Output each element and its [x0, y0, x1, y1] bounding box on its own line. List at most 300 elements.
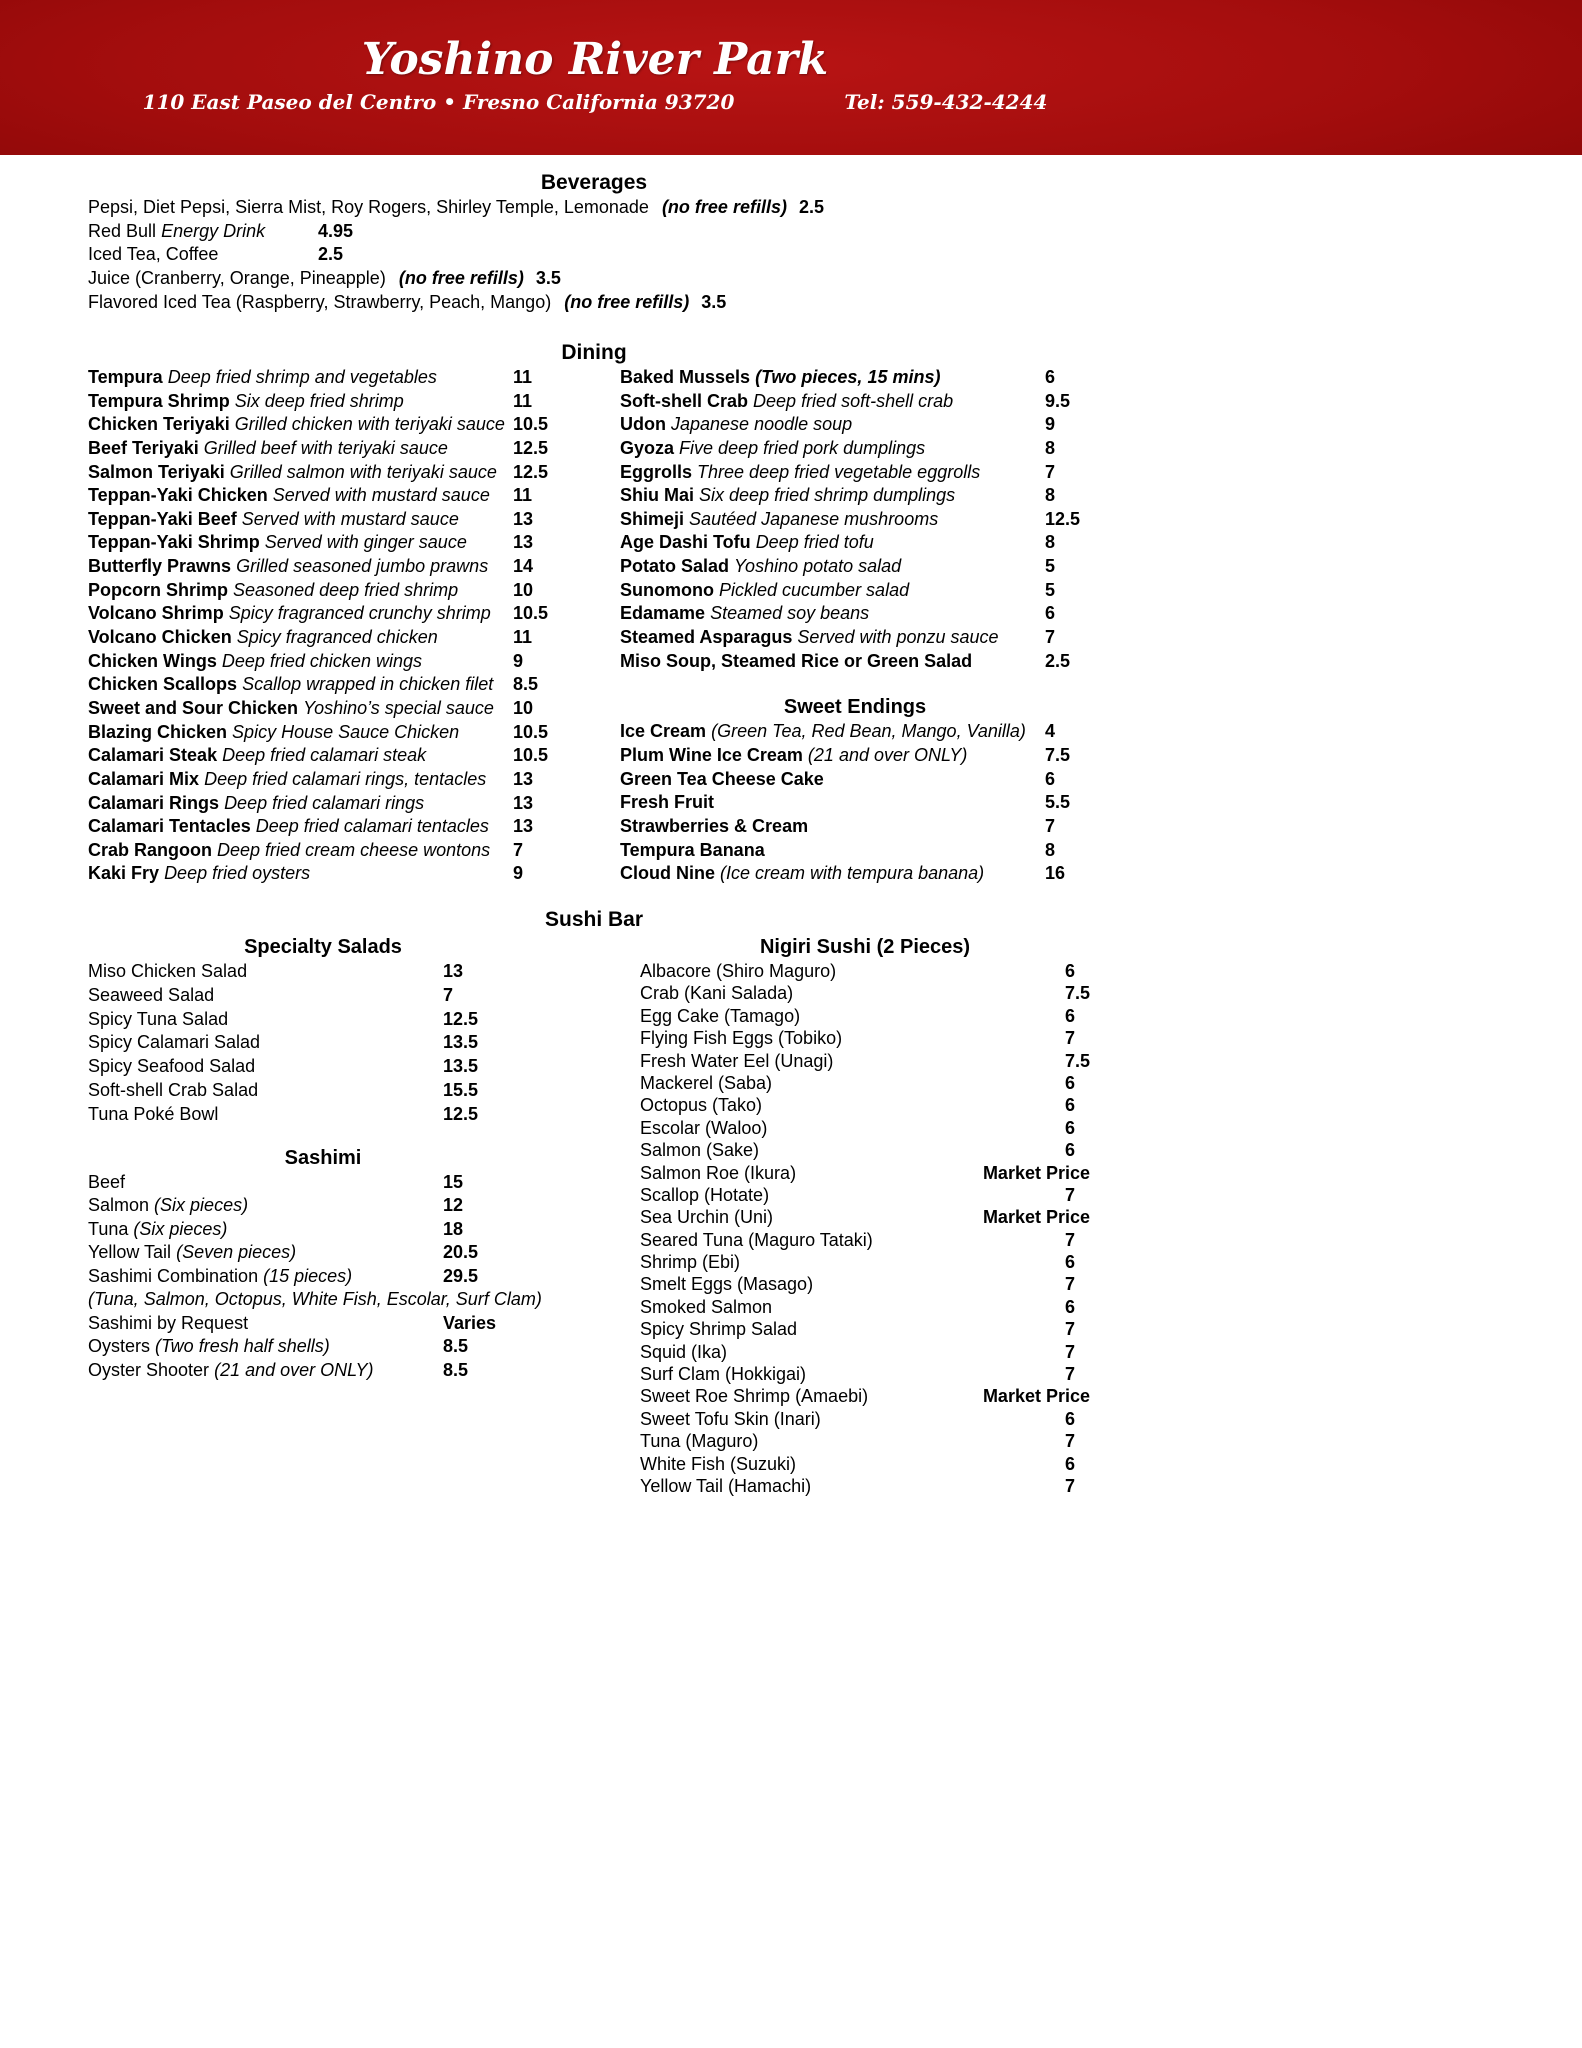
item-price: 6	[1065, 1117, 1076, 1138]
item-description: Deep fried cream cheese wontons	[217, 839, 491, 860]
menu-item-row	[88, 1335, 558, 1359]
item-price: Varies	[443, 1312, 497, 1333]
sweet-endings-heading: Sweet Endings	[783, 696, 927, 719]
menu-item-row	[640, 1162, 1090, 1184]
item-name: Steamed Asparagus	[620, 627, 793, 648]
beverage-row	[88, 196, 1100, 220]
item-name: Volcano Shrimp	[88, 603, 224, 624]
item-name: Cloud Nine	[620, 863, 715, 884]
item-description: Deep fried tofu	[755, 532, 874, 553]
item-name: Teppan-Yaki Chicken	[88, 485, 268, 506]
menu-item-row	[620, 579, 1090, 603]
item-description: Deep fried chicken wings	[221, 650, 422, 671]
item-description: Three deep fried vegetable eggrolls	[697, 461, 981, 482]
item-price: 7	[1065, 1341, 1076, 1362]
menu-item-row	[620, 508, 1090, 532]
item-price: 9	[1045, 414, 1056, 435]
item-name: Green Tea Cheese Cake	[620, 768, 824, 789]
beverage-name: Juice (Cranberry, Orange, Pineapple)	[88, 268, 386, 289]
beverage-name: Iced Tea, Coffee	[88, 244, 219, 265]
beverage-price: 3.5	[535, 268, 561, 289]
item-name: Tuna Poké Bowl	[88, 1103, 219, 1124]
menu-item-row	[640, 1363, 1090, 1385]
item-description: Deep fried calamari steak	[222, 745, 427, 766]
item-name: Salmon	[88, 1195, 150, 1216]
menu-item-row	[88, 390, 558, 414]
item-name: Butterfly Prawns	[88, 556, 232, 577]
beverage-row	[88, 220, 1100, 244]
item-price: 2.5	[1045, 650, 1071, 671]
menu-item-row	[88, 626, 558, 650]
menu-item-row	[88, 960, 558, 984]
item-name: Teppan-Yaki Beef	[88, 508, 237, 529]
item-name-italic: (21 and over ONLY)	[214, 1359, 374, 1380]
item-price: 10.5	[513, 603, 549, 624]
item-name: Plum Wine Ice Cream	[620, 744, 803, 765]
item-price: 14	[513, 556, 534, 577]
item-price: 10.5	[513, 414, 549, 435]
restaurant-phone: Tel: 559-432-4244	[844, 90, 1048, 114]
item-description: Deep fried calamari rings, tentacles	[204, 768, 487, 789]
item-name: Seared Tuna (Maguro Tataki)	[640, 1229, 873, 1250]
item-price: 7	[1065, 1431, 1076, 1452]
item-description: Deep fried calamari tentacles	[255, 816, 489, 837]
item-price: 13.5	[443, 1032, 479, 1053]
item-name: Sea Urchin (Uni)	[640, 1207, 774, 1228]
sashimi-list	[88, 1171, 558, 1383]
item-name: Spicy Shrimp Salad	[640, 1319, 798, 1340]
menu-item-row	[620, 437, 1090, 461]
item-price: 7	[1065, 1475, 1076, 1496]
item-price: 20.5	[443, 1242, 479, 1263]
item-description: Sautéed Japanese mushrooms	[689, 508, 939, 529]
item-name: Sashimi Combination	[88, 1265, 259, 1286]
menu-item-row	[88, 697, 558, 721]
item-name: Escolar (Waloo)	[640, 1117, 768, 1138]
item-name: Soft-shell Crab	[620, 390, 749, 411]
item-name: Oysters	[88, 1336, 151, 1357]
item-name: Tuna	[88, 1218, 129, 1239]
item-name: Eggrolls	[620, 461, 693, 482]
item-name: Strawberries & Cream	[620, 815, 809, 836]
menu-item-row	[88, 1031, 558, 1055]
menu-item-row	[640, 1273, 1090, 1295]
item-name: Squid (Ika)	[640, 1341, 728, 1362]
item-price: 13	[513, 792, 534, 813]
item-description: Six deep fried shrimp dumplings	[699, 485, 956, 506]
item-description: Deep fried shrimp and vegetables	[167, 367, 437, 387]
item-name: Sweet Roe Shrimp (Amaebi)	[640, 1386, 869, 1407]
item-price: Market Price	[982, 1207, 1090, 1228]
item-description: Scallop wrapped in chicken filet	[242, 674, 494, 695]
item-name: Fresh Water Eel (Unagi)	[640, 1050, 834, 1071]
item-price: 7	[1045, 461, 1056, 482]
beverage-row	[88, 267, 1100, 291]
beverage-name-group	[88, 268, 391, 288]
menu-item-row	[640, 1094, 1090, 1116]
menu-item-row	[88, 1194, 558, 1218]
menu-item-row	[88, 437, 558, 461]
menu-item-row	[620, 484, 1090, 508]
item-name: Spicy Tuna Salad	[88, 1008, 229, 1029]
dining-heading: Dining	[561, 341, 627, 364]
dining-left-column	[88, 366, 558, 886]
beverage-name-group	[88, 243, 298, 267]
menu-item-row	[640, 1117, 1090, 1139]
item-price: 13	[513, 768, 534, 789]
item-name: Crab Rangoon	[88, 839, 212, 860]
item-name: Sunomono	[620, 579, 714, 600]
menu-item-row	[620, 720, 1090, 744]
item-price: 6	[1065, 1095, 1076, 1116]
menu-item-row	[88, 461, 558, 485]
restaurant-name: Yoshino River Park	[361, 34, 829, 85]
menu-item-row	[620, 862, 1090, 886]
item-name: Yellow Tail (Hamachi)	[640, 1475, 812, 1496]
item-price: 6	[1065, 961, 1076, 981]
item-description: Steamed soy beans	[710, 603, 870, 624]
item-price: 13	[443, 961, 464, 981]
item-name: Calamari Mix	[88, 768, 200, 789]
item-name-italic: (Tuna, Salmon, Octopus, White Fish, Escolar, Surf Clam)	[88, 1289, 542, 1310]
item-name-italic: (Two fresh half shells)	[155, 1336, 330, 1357]
item-name: Salmon Teriyaki	[88, 461, 225, 482]
item-price: 9	[513, 863, 524, 884]
beverage-price: 4.95	[318, 220, 354, 241]
item-name: Calamari Steak	[88, 745, 218, 766]
sushi-left-column	[88, 934, 558, 1382]
item-price: 5	[1045, 579, 1056, 600]
menu-item-row	[88, 815, 558, 839]
item-price: 11	[513, 627, 533, 648]
nigiri-list	[640, 960, 1090, 1497]
item-name: Edamame	[620, 603, 706, 624]
item-price: 13	[513, 508, 534, 529]
item-name: Miso Soup, Steamed Rice or Green Salad	[620, 650, 973, 671]
item-price: 16	[1045, 863, 1066, 884]
item-name: Yellow Tail	[88, 1242, 172, 1263]
item-description: Six deep fried shrimp	[234, 390, 404, 411]
sashimi-heading: Sashimi	[284, 1146, 362, 1169]
item-name: Spicy Calamari Salad	[88, 1032, 261, 1053]
menu-item-row	[620, 768, 1090, 792]
item-description: Spicy fragranced chicken	[236, 627, 438, 648]
menu-item-row	[640, 1430, 1090, 1452]
item-name: Blazing Chicken	[88, 721, 228, 742]
item-name: Shiu Mai	[620, 485, 695, 506]
item-name: Sweet and Sour Chicken	[88, 697, 299, 718]
menu-item-row	[620, 390, 1090, 414]
item-price: 7	[1065, 1028, 1076, 1049]
sushi-bar-section	[88, 906, 1100, 1496]
item-name: Chicken Scallops	[88, 674, 238, 695]
item-price: 12	[443, 1195, 464, 1216]
item-price: 10.5	[513, 745, 549, 766]
item-price: 7.5	[1065, 983, 1091, 1004]
nigiri-heading: Nigiri Sushi (2 Pieces)	[759, 936, 971, 958]
item-name-italic: (Seven pieces)	[176, 1242, 297, 1263]
menu-item-row	[88, 1265, 558, 1289]
menu-item-row	[620, 626, 1090, 650]
menu-item-row	[88, 602, 558, 626]
beverage-row	[88, 291, 1100, 315]
item-name-italic: (Six pieces)	[154, 1195, 249, 1216]
item-price: 7.5	[1045, 744, 1071, 765]
item-price: 8.5	[443, 1359, 469, 1380]
dining-right-column	[620, 366, 1090, 886]
beverage-name: Flavored Iced Tea (Raspberry, Strawberry, Peach, Mango)	[88, 291, 552, 312]
item-description: Served with ponzu sauce	[797, 627, 999, 648]
item-description: Grilled beef with teriyaki sauce	[203, 437, 448, 458]
item-description: Grilled salmon with teriyaki sauce	[229, 461, 497, 482]
item-price: 4	[1045, 721, 1056, 742]
item-name: Udon	[620, 414, 666, 435]
item-name: Smoked Salmon	[640, 1296, 773, 1317]
menu-item-row	[88, 508, 558, 532]
item-price: 6	[1065, 1005, 1076, 1026]
menu-item-row	[88, 1008, 558, 1032]
item-description: Grilled seasoned jumbo prawns	[236, 556, 489, 577]
restaurant-address: 110 East Paseo del Centro • Fresno California 93720	[142, 90, 735, 114]
item-name: Seaweed Salad	[88, 984, 215, 1005]
item-name: Scallop (Hotate)	[640, 1184, 770, 1205]
item-name: Albacore (Shiro Maguro)	[640, 961, 837, 981]
item-price: 8.5	[513, 674, 539, 695]
item-price: 10	[513, 579, 534, 600]
menu-item-row	[88, 366, 558, 390]
item-price: 8	[1045, 532, 1056, 553]
menu-item-row	[620, 815, 1090, 839]
item-description: (Two pieces, 15 mins)	[755, 367, 941, 387]
menu-item-row	[620, 744, 1090, 768]
item-price: 13.5	[443, 1056, 479, 1077]
item-name: Chicken Teriyaki	[88, 414, 230, 435]
menu-item-row	[88, 1171, 558, 1195]
beverages-section	[88, 170, 1100, 314]
item-name: Soft-shell Crab Salad	[88, 1079, 259, 1100]
item-name: Surf Clam (Hokkigai)	[640, 1364, 807, 1385]
item-name-italic: (Six pieces)	[133, 1218, 228, 1239]
menu-item-row	[88, 555, 558, 579]
item-price: 13	[513, 816, 534, 837]
menu-item-row	[88, 673, 558, 697]
item-description: Yoshino potato salad	[734, 556, 902, 577]
item-price: 6	[1065, 1140, 1076, 1161]
beverages-list	[88, 196, 1100, 314]
menu-item-row	[640, 1184, 1090, 1206]
item-name: Tuna (Maguro)	[640, 1431, 759, 1452]
item-description: Spicy House Sauce Chicken	[232, 721, 460, 742]
item-price: 8.5	[443, 1336, 469, 1357]
item-price: 5	[1045, 556, 1056, 577]
menu-item-row	[88, 1359, 558, 1383]
item-description: Deep fried oysters	[164, 863, 311, 884]
item-price: 7	[1065, 1184, 1076, 1205]
nigiri-column	[640, 934, 1090, 1497]
item-name: Salmon Roe (Ikura)	[640, 1162, 797, 1183]
menu-item-row	[88, 1312, 558, 1336]
beverage-name: Red Bull	[88, 220, 157, 241]
menu-item-row	[88, 531, 558, 555]
menu-item-row	[640, 1296, 1090, 1318]
item-description: Deep fried soft-shell crab	[753, 390, 954, 411]
item-name: Baked Mussels	[620, 367, 751, 387]
header-inner	[0, 0, 1190, 114]
item-price: 7	[443, 984, 454, 1005]
item-name: Age Dashi Tofu	[620, 532, 751, 553]
beverage-name-group	[88, 292, 556, 312]
item-name: Spicy Seafood Salad	[88, 1056, 256, 1077]
item-name: Flying Fish Eggs (Tobiko)	[640, 1028, 843, 1049]
menu-item-row	[640, 1251, 1090, 1273]
menu-item-row	[88, 1055, 558, 1079]
dining-right-list	[620, 366, 1090, 673]
item-price: 7	[1065, 1364, 1076, 1385]
item-price: 11	[513, 367, 533, 387]
item-price: 9.5	[1045, 390, 1071, 411]
item-name: Octopus (Tako)	[640, 1095, 763, 1116]
item-name: Volcano Chicken	[88, 627, 232, 648]
menu-item-row	[88, 1288, 558, 1312]
specialty-salads-heading: Specialty Salads	[244, 936, 402, 958]
item-price: 12.5	[513, 461, 549, 482]
specialty-salads-list	[88, 960, 558, 1127]
item-description: Spicy fragranced crunchy shrimp	[228, 603, 491, 624]
item-price: 8	[1045, 437, 1056, 458]
item-name: Gyoza	[620, 437, 675, 458]
item-price: 6	[1045, 367, 1056, 387]
item-price: 6	[1045, 768, 1056, 789]
item-price: 11	[513, 390, 533, 411]
item-description: Served with mustard sauce	[272, 485, 490, 506]
item-price: 6	[1065, 1252, 1076, 1273]
item-description: Yoshino’s special sauce	[303, 697, 494, 718]
item-price: 9	[513, 650, 524, 671]
item-name: Chicken Wings	[88, 650, 217, 671]
menu-item-row	[640, 1072, 1090, 1094]
menu-item-row	[88, 413, 558, 437]
menu-item-row	[88, 1103, 558, 1127]
item-name: Egg Cake (Tamago)	[640, 1005, 801, 1026]
menu-item-row	[88, 1079, 558, 1103]
menu-item-row	[88, 579, 558, 603]
item-description: Served with ginger sauce	[264, 532, 467, 553]
item-name: Ice Cream	[620, 721, 707, 742]
menu-item-row	[640, 960, 1090, 982]
menu-item-row	[88, 650, 558, 674]
item-price: 6	[1045, 603, 1056, 624]
item-description: (Green Tea, Red Bean, Mango, Vanilla)	[711, 721, 1026, 742]
menu-item-row	[640, 1318, 1090, 1340]
item-price: 6	[1065, 1408, 1076, 1429]
item-price: 6	[1065, 1296, 1076, 1317]
menu-item-row	[620, 531, 1090, 555]
sushi-bar-heading: Sushi Bar	[544, 908, 644, 931]
menu-item-row	[620, 461, 1090, 485]
menu-item-row	[88, 484, 558, 508]
item-description: Japanese noodle soup	[671, 414, 853, 435]
dining-section	[88, 340, 1100, 884]
beverage-name-italic: Energy Drink	[161, 220, 266, 241]
item-price: 7	[1065, 1274, 1076, 1295]
item-price: 12.5	[443, 1008, 479, 1029]
item-name: Miso Chicken Salad	[88, 961, 248, 981]
item-price: 7	[1065, 1319, 1076, 1340]
item-price: 18	[443, 1218, 464, 1239]
item-name: Shrimp (Ebi)	[640, 1252, 741, 1273]
item-description: Grilled chicken with teriyaki sauce	[234, 414, 505, 435]
menu-item-row	[640, 1229, 1090, 1251]
item-description: Seasoned deep fried shrimp	[233, 579, 459, 600]
item-description: Served with mustard sauce	[241, 508, 459, 529]
item-price: 13	[513, 532, 534, 553]
menu-item-row	[640, 1206, 1090, 1228]
beverage-price: 2.5	[798, 197, 824, 217]
beverage-price: 3.5	[701, 291, 727, 312]
menu-item-row	[640, 1453, 1090, 1475]
menu-item-row	[620, 602, 1090, 626]
menu-item-row	[640, 1027, 1090, 1049]
beverage-note: (no free refills)	[661, 197, 787, 217]
item-name: Tempura	[88, 367, 163, 387]
item-name: Tempura Banana	[620, 839, 765, 860]
item-name: Calamari Tentacles	[88, 816, 251, 837]
item-price: 7	[1045, 627, 1056, 648]
menu-item-row	[88, 744, 558, 768]
menu-item-row	[640, 1005, 1090, 1027]
menu-item-row	[640, 982, 1090, 1004]
item-price: 7	[513, 839, 524, 860]
item-price: 8	[1045, 839, 1056, 860]
item-name: Potato Salad	[620, 556, 730, 577]
menu-item-row	[620, 555, 1090, 579]
menu-item-row	[88, 721, 558, 745]
header-contact-line	[0, 90, 1190, 114]
menu-item-row	[640, 1385, 1090, 1407]
menu-item-row	[88, 768, 558, 792]
menu-item-row	[88, 984, 558, 1008]
item-name: Sweet Tofu Skin (Inari)	[640, 1408, 821, 1429]
item-price: 5.5	[1045, 792, 1071, 813]
item-name: Kaki Fry	[88, 863, 160, 884]
item-name: Calamari Rings	[88, 792, 220, 813]
item-price: 12.5	[443, 1103, 479, 1124]
item-price: 7.5	[1065, 1050, 1091, 1071]
menu-item-row	[88, 792, 558, 816]
menu-item-row	[88, 1218, 558, 1242]
item-name: Tempura Shrimp	[88, 390, 230, 411]
item-name: Teppan-Yaki Shrimp	[88, 532, 260, 553]
item-description: Pickled cucumber salad	[719, 579, 910, 600]
item-price: Market Price	[982, 1162, 1090, 1183]
item-price: 15	[443, 1171, 464, 1192]
item-price: 10	[513, 697, 534, 718]
item-price: 15.5	[443, 1079, 479, 1100]
item-price: 6	[1065, 1453, 1076, 1474]
item-name: Fresh Fruit	[620, 792, 715, 813]
item-price: 7	[1065, 1229, 1076, 1250]
item-price: 11	[513, 485, 533, 506]
item-price: 7	[1045, 815, 1056, 836]
item-name: Crab (Kani Salada)	[640, 983, 794, 1004]
menu-item-row	[640, 1408, 1090, 1430]
beverages-heading: Beverages	[540, 171, 648, 194]
menu-item-row	[88, 862, 558, 886]
beverage-row	[88, 243, 1100, 267]
item-name: Smelt Eggs (Masago)	[640, 1274, 814, 1295]
item-price: 6	[1065, 1072, 1076, 1093]
item-price: Market Price	[982, 1386, 1090, 1407]
